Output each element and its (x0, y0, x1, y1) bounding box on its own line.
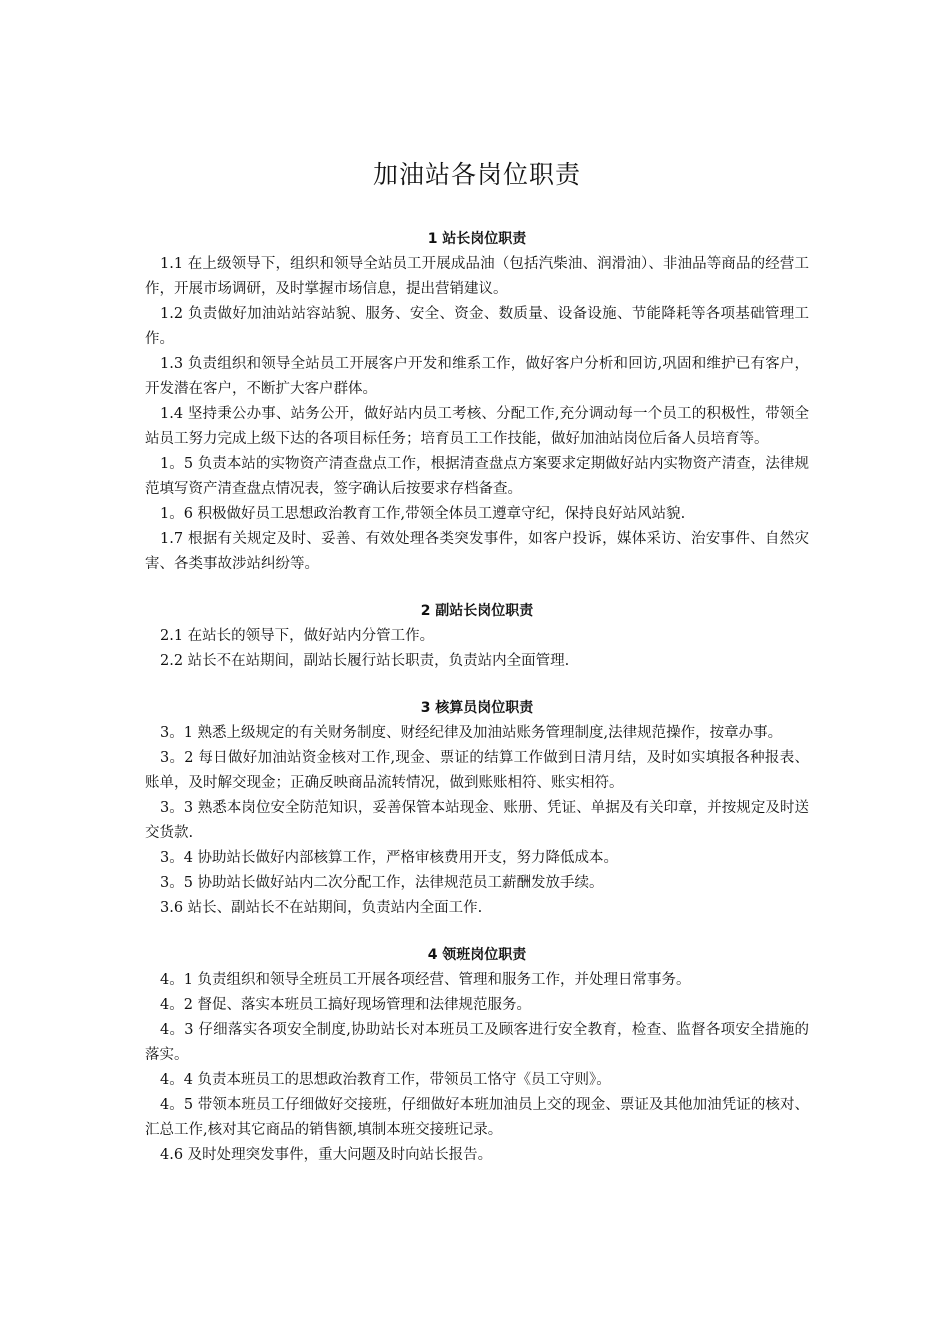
paragraph: 1。5 负责本站的实物资产清查盘点工作，根据清查盘点方案要求定期做好站内实物资产清查，法律规范填写资产清查盘点情况表，签字确认后按要求存档备查。 (145, 456, 809, 497)
paragraph: 3。2 每日做好加油站资金核对工作,现金、票证的结算工作做到日清月结，及时如实填报各种报表、账单，及时解交现金；正确反映商品流转情况，做到账账相符、账实相符。 (145, 750, 809, 791)
paragraph: 1.3 负责组织和领导全站员工开展客户开发和维系工作，做好客户分析和回访,巩固和维护已有客户，开发潜在客户，不断扩大客户群体。 (145, 356, 809, 397)
paragraph: 2.2 站长不在站期间，副站长履行站长职责，负责站内全面管理. (160, 653, 570, 669)
section-station-manager (145, 227, 809, 577)
section-accountant (145, 696, 809, 921)
paragraph: 3。5 协助站长做好站内二次分配工作，法律规范员工薪酬发放手续。 (160, 875, 604, 891)
paragraph: 4。5 带领本班员工仔细做好交接班，仔细做好本班加油员上交的现金、票证及其他加油凭证的核对、汇总工作,核对其它商品的销售额,填制本班交接班记录。 (145, 1097, 809, 1138)
paragraph: 1.1 在上级领导下，组织和领导全站员工开展成品油（包括汽柴油、润滑油）、非油品等商品的经营工作，开展市场调研，及时掌握市场信息，提出营销建议。 (145, 256, 809, 297)
paragraph: 2.1 在站长的领导下，做好站内分管工作。 (160, 628, 435, 644)
paragraph: 4。1 负责组织和领导全班员工开展各项经营、管理和服务工作，并处理日常事务。 (160, 972, 691, 988)
section-heading: 2 副站长岗位职责 (420, 603, 534, 619)
section-heading: 1 站长岗位职责 (427, 231, 527, 247)
paragraph: 3。4 协助站长做好内部核算工作，严格审核费用开支，努力降低成本。 (160, 850, 619, 866)
paragraph: 1。6 积极做好员工思想政治教育工作,带领全体员工遵章守纪，保持良好站风站貌. (160, 506, 686, 522)
paragraph: 4。3 仔细落实各项安全制度,协助站长对本班员工及顾客进行安全教育，检查、监督各项安全措施的落实。 (145, 1022, 809, 1063)
document-title: 加油站各岗位职责 (372, 160, 581, 189)
paragraph: 3.6 站长、副站长不在站期间，负责站内全面工作. (160, 900, 483, 916)
paragraph: 1.2 负责做好加油站站容站貌、服务、安全、资金、数质量、设备设施、节能降耗等各项基础管理工作。 (145, 306, 809, 347)
section-shift-leader (145, 943, 809, 1168)
paragraph: 4。4 负责本班员工的思想政治教育工作，带领员工恪守《员工守则》。 (160, 1072, 611, 1088)
paragraph: 4。2 督促、落实本班员工搞好现场管理和法律规范服务。 (160, 997, 532, 1013)
document-page (145, 155, 809, 1190)
section-heading: 3 核算员岗位职责 (420, 700, 534, 716)
paragraph: 1.4 坚持秉公办事、站务公开，做好站内员工考核、分配工作,充分调动每一个员工的积极性，带领全站员工努力完成上级下达的各项目标任务；培育员工工作技能，做好加油站岗位后备人员培育等。 (145, 406, 809, 447)
paragraph: 3。1 熟悉上级规定的有关财务制度、财经纪律及加油站账务管理制度,法律规范操作，按章办事。 (160, 725, 783, 741)
paragraph: 1.7 根据有关规定及时、妥善、有效处理各类突发事件，如客户投诉，媒体采访、治安事件、自然灾害、各类事故涉站纠纷等。 (145, 531, 809, 572)
paragraph: 3。3 熟悉本岗位安全防范知识，妥善保管本站现金、账册、凭证、单据及有关印章，并按规定及时送交货款. (145, 800, 809, 841)
paragraph: 4.6 及时处理突发事件，重大问题及时向站长报告。 (160, 1147, 493, 1163)
section-deputy-manager (145, 599, 809, 674)
section-heading: 4 领班岗位职责 (427, 947, 527, 963)
